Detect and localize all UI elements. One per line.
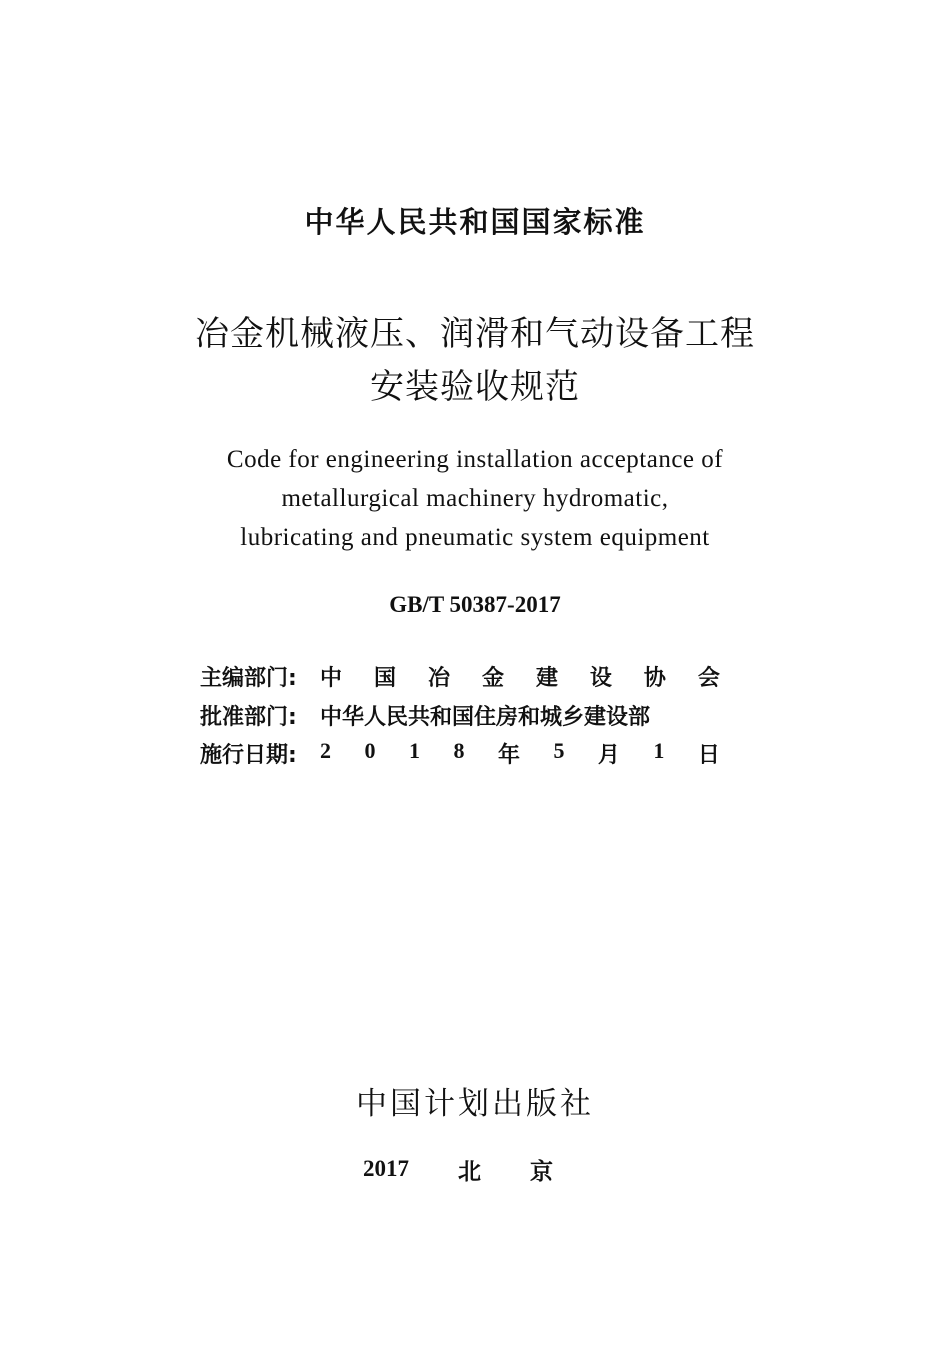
date-char: 1 (653, 737, 665, 763)
publication-line (363, 1153, 553, 1185)
publisher-name: 中国计划出版社 (356, 1086, 594, 1122)
editor-char: 建 (535, 665, 558, 691)
editor-row (200, 658, 720, 694)
publication-city-char: 京 (530, 1158, 553, 1185)
english-title-line-2: metallurgical machinery hydromatic, (281, 485, 669, 512)
editor-char: 金 (481, 665, 504, 691)
approver-row (200, 697, 720, 733)
approver-label: 批准部门: (200, 704, 297, 730)
editor-label: 主编部门: (200, 665, 297, 691)
date-char: 1 (408, 737, 420, 763)
date-char: 2 (320, 737, 331, 763)
english-title-line-1: Code for engineering installation acceptance of (226, 446, 724, 473)
editor-char: 会 (697, 665, 720, 691)
date-char: 5 (553, 737, 565, 763)
english-title-line-3: lubricating and pneumatic system equipment (240, 524, 710, 551)
editor-value (320, 661, 720, 692)
date-char: 日 (697, 741, 720, 767)
effective-date-value (320, 738, 720, 769)
editor-char: 协 (643, 665, 666, 691)
approver-value: 中华人民共和国住房和城乡建设部 (320, 704, 651, 730)
chinese-title-line-1: 冶金机械液压、润滑和气动设备工程 (195, 314, 755, 354)
editor-char: 冶 (427, 665, 450, 691)
date-char: 0 (364, 737, 376, 763)
editor-char: 设 (589, 665, 612, 691)
editor-char: 国 (373, 665, 396, 691)
date-char: 月 (597, 741, 620, 767)
publication-year: 2017 (363, 1156, 409, 1181)
editor-char: 中 (320, 665, 343, 691)
effective-date-row (200, 735, 720, 771)
date-char: 年 (497, 741, 520, 767)
standard-number: GB/T 50387-2017 (389, 592, 561, 617)
effective-date-label: 施行日期: (200, 742, 297, 768)
chinese-title-line-2: 安装验收规范 (370, 367, 580, 407)
national-standard-heading: 中华人民共和国国家标准 (304, 205, 646, 239)
publication-city-char: 北 (458, 1158, 481, 1185)
date-char: 8 (453, 737, 465, 763)
